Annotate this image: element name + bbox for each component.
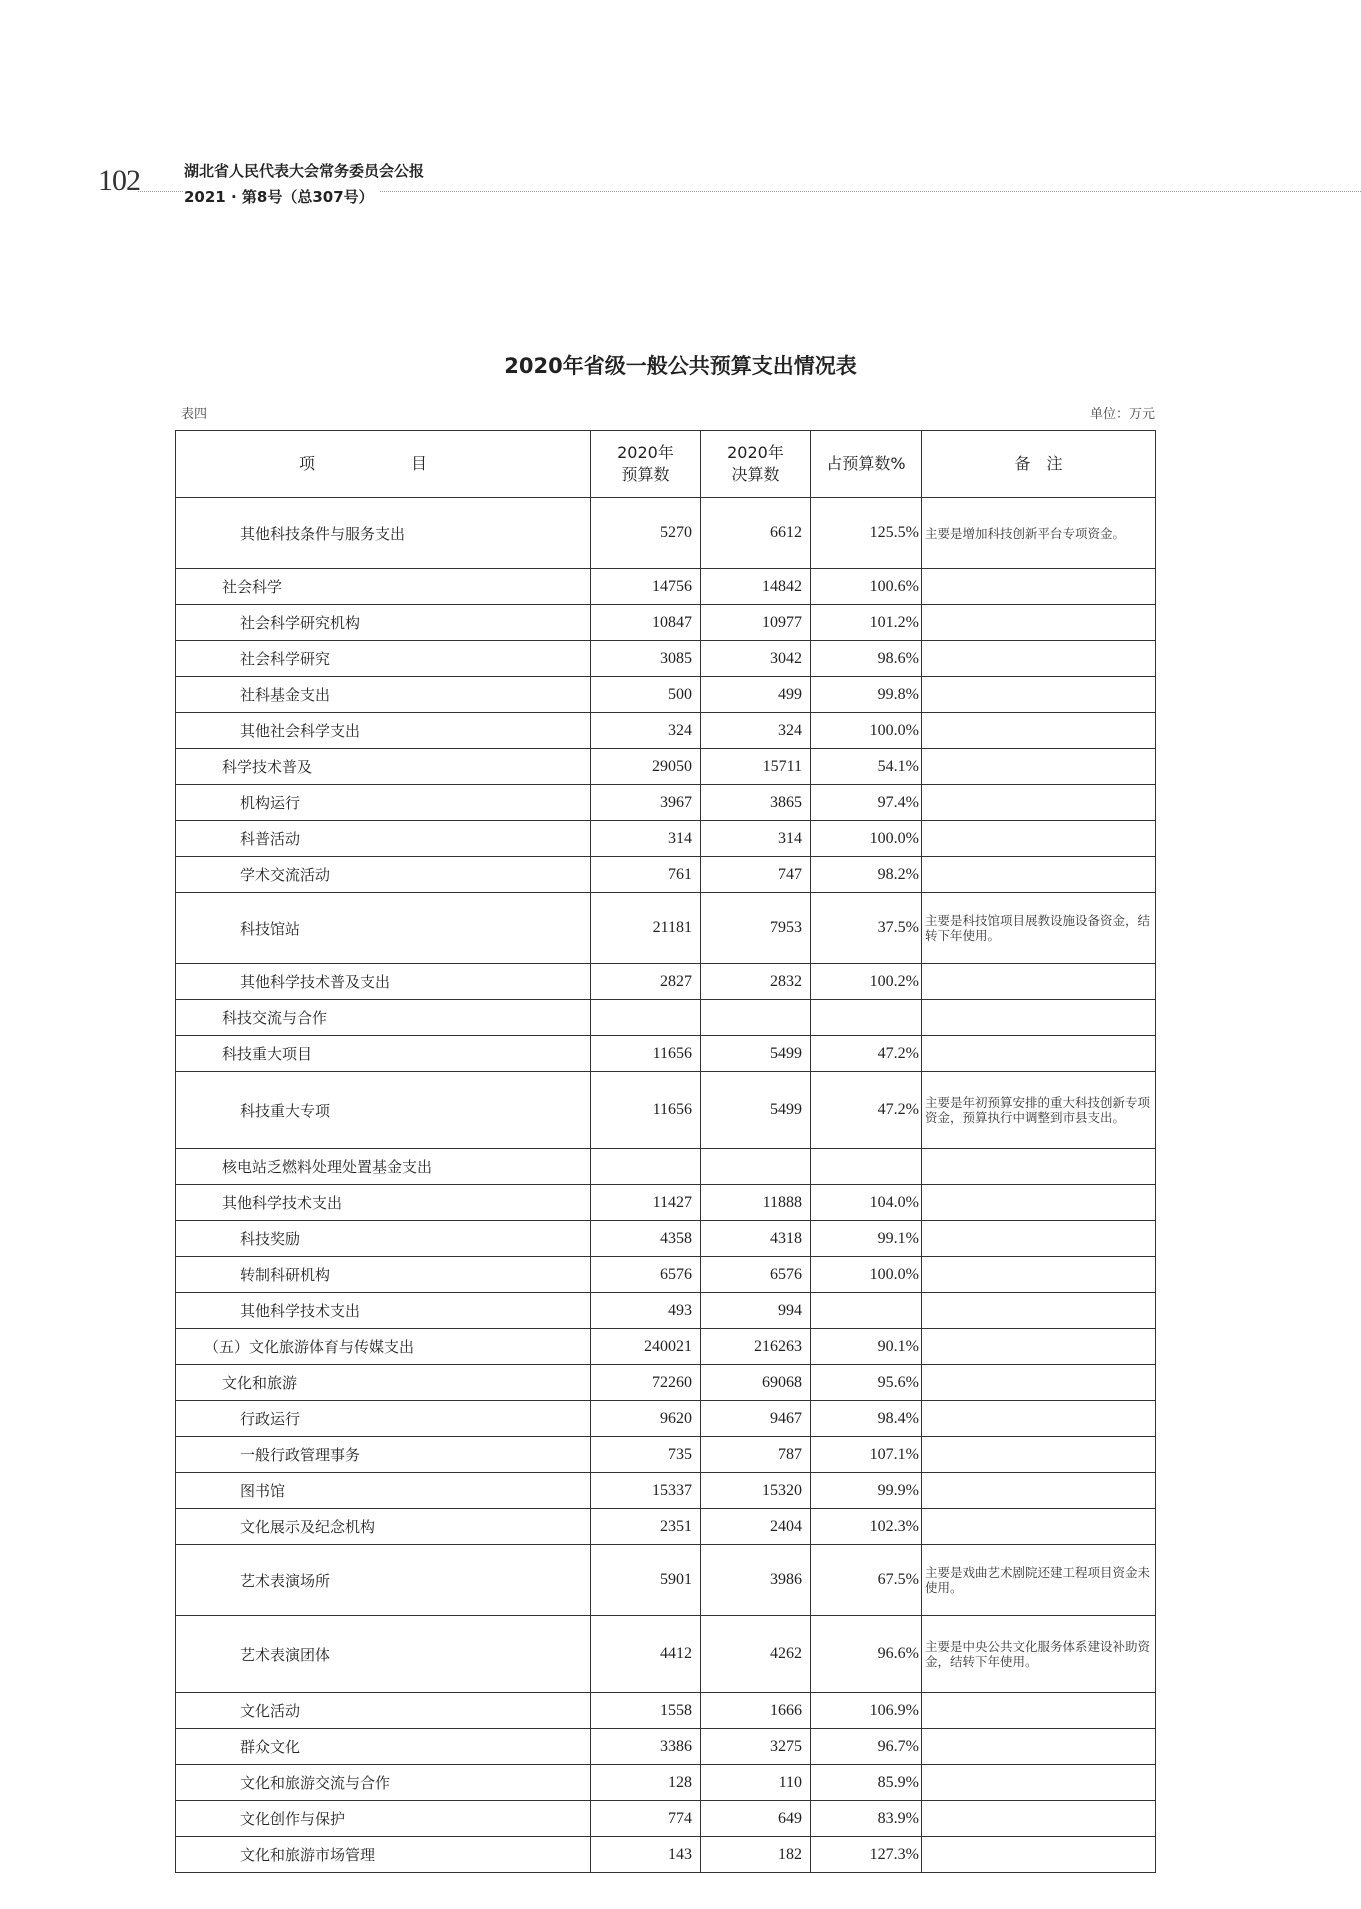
row-pct-value: 95.6% — [811, 1365, 922, 1401]
row-pct-value: 102.3% — [811, 1509, 922, 1545]
row-final-value: 15711 — [701, 749, 811, 785]
row-budget-value: 761 — [591, 857, 701, 893]
row-pct-value — [811, 1000, 922, 1036]
table-row — [176, 1257, 1156, 1293]
row-budget-value: 9620 — [591, 1401, 701, 1437]
row-item-name: 文化和旅游交流与合作 — [176, 1765, 591, 1801]
row-budget-value: 493 — [591, 1293, 701, 1329]
row-final-value: 3042 — [701, 641, 811, 677]
row-note: 主要是增加科技创新平台专项资金。 — [922, 498, 1156, 569]
table-header-row — [176, 431, 1156, 498]
row-item-name: 行政运行 — [176, 1401, 591, 1437]
table-row — [176, 1509, 1156, 1545]
row-budget-value: 3085 — [591, 641, 701, 677]
row-final-value: 1666 — [701, 1693, 811, 1729]
table-row — [176, 1693, 1156, 1729]
row-final-value: 3986 — [701, 1545, 811, 1616]
row-budget-value: 11656 — [591, 1036, 701, 1072]
table-row — [176, 785, 1156, 821]
table-row — [176, 1801, 1156, 1837]
row-note — [922, 1837, 1156, 1873]
row-note — [922, 1401, 1156, 1437]
row-note — [922, 857, 1156, 893]
row-budget-value: 10847 — [591, 605, 701, 641]
row-budget-value: 5901 — [591, 1545, 701, 1616]
row-note — [922, 964, 1156, 1000]
row-pct-value: 125.5% — [811, 498, 922, 569]
row-pct-value: 99.9% — [811, 1473, 922, 1509]
row-item-name: 一般行政管理事务 — [176, 1437, 591, 1473]
row-pct-value: 47.2% — [811, 1072, 922, 1149]
row-budget-value: 143 — [591, 1837, 701, 1873]
table-row — [176, 1329, 1156, 1365]
row-item-name: 文化和旅游市场管理 — [176, 1837, 591, 1873]
row-final-value: 499 — [701, 677, 811, 713]
row-note — [922, 821, 1156, 857]
column-header-item: 项 目 — [176, 431, 591, 498]
row-budget-value: 11427 — [591, 1185, 701, 1221]
row-note — [922, 1729, 1156, 1765]
row-pct-value: 98.4% — [811, 1401, 922, 1437]
column-header-note: 备 注 — [922, 431, 1156, 498]
row-note — [922, 1509, 1156, 1545]
row-pct-value: 107.1% — [811, 1437, 922, 1473]
row-note: 主要是科技馆项目展教设施设备资金，结转下年使用。 — [922, 893, 1156, 964]
row-final-value: 6576 — [701, 1257, 811, 1293]
row-budget-value: 3967 — [591, 785, 701, 821]
table-row — [176, 857, 1156, 893]
row-final-value: 3275 — [701, 1729, 811, 1765]
row-budget-value: 774 — [591, 1801, 701, 1837]
row-item-name: 其他科学技术支出 — [176, 1185, 591, 1221]
issue-label: 2021 · 第8号（总307号） — [184, 186, 380, 207]
row-pct-value: 101.2% — [811, 605, 922, 641]
table-row — [176, 605, 1156, 641]
table-row — [176, 1365, 1156, 1401]
row-item-name: 社会科学研究机构 — [176, 605, 591, 641]
row-final-value: 2832 — [701, 964, 811, 1000]
row-note — [922, 749, 1156, 785]
row-pct-value: 67.5% — [811, 1545, 922, 1616]
row-budget-value: 72260 — [591, 1365, 701, 1401]
row-pct-value: 98.6% — [811, 641, 922, 677]
row-final-value: 787 — [701, 1437, 811, 1473]
table-row — [176, 749, 1156, 785]
row-pct-value: 106.9% — [811, 1693, 922, 1729]
row-budget-value: 2351 — [591, 1509, 701, 1545]
row-final-value: 9467 — [701, 1401, 811, 1437]
row-pct-value: 100.0% — [811, 713, 922, 749]
row-item-name: 社会科学研究 — [176, 641, 591, 677]
row-item-name: 其他社会科学支出 — [176, 713, 591, 749]
row-pct-value: 47.2% — [811, 1036, 922, 1072]
row-final-value: 994 — [701, 1293, 811, 1329]
row-note — [922, 1221, 1156, 1257]
row-pct-value: 104.0% — [811, 1185, 922, 1221]
row-budget-value: 324 — [591, 713, 701, 749]
row-final-value — [701, 1000, 811, 1036]
row-note — [922, 1149, 1156, 1185]
row-item-name: 科普活动 — [176, 821, 591, 857]
row-note — [922, 1185, 1156, 1221]
row-pct-value: 96.7% — [811, 1729, 922, 1765]
row-note — [922, 1801, 1156, 1837]
row-pct-value: 83.9% — [811, 1801, 922, 1837]
row-budget-value: 2827 — [591, 964, 701, 1000]
row-item-name: 科技重大项目 — [176, 1036, 591, 1072]
row-item-name: 图书馆 — [176, 1473, 591, 1509]
row-item-name: 机构运行 — [176, 785, 591, 821]
row-item-name: 学术交流活动 — [176, 857, 591, 893]
row-note — [922, 713, 1156, 749]
unit-label: 单位：万元 — [1089, 407, 1155, 422]
row-pct-value: 96.6% — [811, 1616, 922, 1693]
table-row — [176, 964, 1156, 1000]
row-item-name: 文化创作与保护 — [176, 1801, 591, 1837]
row-item-name: 科技交流与合作 — [176, 1000, 591, 1036]
row-item-name: 艺术表演场所 — [176, 1545, 591, 1616]
row-pct-value — [811, 1149, 922, 1185]
row-final-value: 3865 — [701, 785, 811, 821]
row-final-value: 11888 — [701, 1185, 811, 1221]
row-final-value: 649 — [701, 1801, 811, 1837]
row-final-value: 4262 — [701, 1616, 811, 1693]
row-final-value: 10977 — [701, 605, 811, 641]
row-budget-value: 14756 — [591, 569, 701, 605]
row-pct-value: 99.1% — [811, 1221, 922, 1257]
table-row — [176, 641, 1156, 677]
table-row — [176, 569, 1156, 605]
row-budget-value: 15337 — [591, 1473, 701, 1509]
table-row — [176, 1072, 1156, 1149]
table-row — [176, 1616, 1156, 1693]
row-item-name: 核电站乏燃料处理处置基金支出 — [176, 1149, 591, 1185]
budget-table — [175, 430, 1156, 1873]
row-budget-value: 6576 — [591, 1257, 701, 1293]
row-final-value: 14842 — [701, 569, 811, 605]
table-row — [176, 1729, 1156, 1765]
table-row — [176, 1293, 1156, 1329]
row-item-name: 其他科学技术支出 — [176, 1293, 591, 1329]
row-pct-value: 37.5% — [811, 893, 922, 964]
table-row — [176, 1837, 1156, 1873]
row-item-name: 转制科研机构 — [176, 1257, 591, 1293]
row-pct-value: 99.8% — [811, 677, 922, 713]
page-number: 102 — [98, 164, 140, 197]
row-item-name: （五）文化旅游体育与传媒支出 — [176, 1329, 591, 1365]
row-item-name: 其他科学技术普及支出 — [176, 964, 591, 1000]
row-item-name: 科学技术普及 — [176, 749, 591, 785]
table-row — [176, 821, 1156, 857]
row-note — [922, 605, 1156, 641]
row-note — [922, 1365, 1156, 1401]
row-budget-value: 240021 — [591, 1329, 701, 1365]
row-pct-value: 100.0% — [811, 1257, 922, 1293]
row-note — [922, 1473, 1156, 1509]
row-note — [922, 1036, 1156, 1072]
row-item-name: 艺术表演团体 — [176, 1616, 591, 1693]
row-pct-value: 54.1% — [811, 749, 922, 785]
row-pct-value: 85.9% — [811, 1765, 922, 1801]
row-final-value: 6612 — [701, 498, 811, 569]
row-item-name: 科技重大专项 — [176, 1072, 591, 1149]
row-budget-value: 11656 — [591, 1072, 701, 1149]
row-final-value: 182 — [701, 1837, 811, 1873]
row-budget-value: 29050 — [591, 749, 701, 785]
row-final-value: 15320 — [701, 1473, 811, 1509]
row-budget-value: 1558 — [591, 1693, 701, 1729]
row-budget-value: 128 — [591, 1765, 701, 1801]
document-title: 2020年省级一般公共预算支出情况表 — [504, 354, 857, 378]
row-budget-value: 314 — [591, 821, 701, 857]
row-final-value: 324 — [701, 713, 811, 749]
row-note: 主要是戏曲艺术剧院还建工程项目资金未使用。 — [922, 1545, 1156, 1616]
table-row — [176, 1185, 1156, 1221]
table-row — [176, 1149, 1156, 1185]
row-note — [922, 641, 1156, 677]
table-row — [176, 1036, 1156, 1072]
row-item-name: 文化展示及纪念机构 — [176, 1509, 591, 1545]
row-pct-value: 98.2% — [811, 857, 922, 893]
row-final-value: 5499 — [701, 1036, 811, 1072]
row-budget-value: 500 — [591, 677, 701, 713]
row-budget-value — [591, 1149, 701, 1185]
page-header — [98, 158, 1361, 208]
row-note — [922, 1765, 1156, 1801]
row-final-value: 7953 — [701, 893, 811, 964]
row-note — [922, 785, 1156, 821]
table-row — [176, 893, 1156, 964]
row-final-value: 314 — [701, 821, 811, 857]
row-pct-value — [811, 1293, 922, 1329]
table-row — [176, 677, 1156, 713]
table-row — [176, 498, 1156, 569]
row-note — [922, 1693, 1156, 1729]
row-pct-value: 100.0% — [811, 821, 922, 857]
table-body — [176, 498, 1156, 1873]
row-pct-value: 100.6% — [811, 569, 922, 605]
row-note — [922, 1293, 1156, 1329]
row-item-name: 文化活动 — [176, 1693, 591, 1729]
row-final-value: 4318 — [701, 1221, 811, 1257]
table-row — [176, 1437, 1156, 1473]
row-budget-value: 5270 — [591, 498, 701, 569]
row-final-value: 110 — [701, 1765, 811, 1801]
row-note — [922, 1257, 1156, 1293]
row-final-value: 5499 — [701, 1072, 811, 1149]
row-final-value: 2404 — [701, 1509, 811, 1545]
row-budget-value: 4358 — [591, 1221, 701, 1257]
row-note — [922, 1329, 1156, 1365]
row-item-name: 群众文化 — [176, 1729, 591, 1765]
row-note: 主要是年初预算安排的重大科技创新专项资金，预算执行中调整到市县支出。 — [922, 1072, 1156, 1149]
column-header-pct: 占预算数% — [811, 431, 922, 498]
table-label: 表四 — [181, 407, 208, 422]
row-budget-value: 3386 — [591, 1729, 701, 1765]
row-final-value — [701, 1149, 811, 1185]
row-note — [922, 1000, 1156, 1036]
row-final-value: 69068 — [701, 1365, 811, 1401]
row-item-name: 科技奖励 — [176, 1221, 591, 1257]
table-row — [176, 1473, 1156, 1509]
table-row — [176, 1401, 1156, 1437]
row-item-name: 社科基金支出 — [176, 677, 591, 713]
row-note — [922, 677, 1156, 713]
row-note — [922, 569, 1156, 605]
table-row — [176, 1765, 1156, 1801]
row-final-value: 216263 — [701, 1329, 811, 1365]
row-final-value: 747 — [701, 857, 811, 893]
row-pct-value: 97.4% — [811, 785, 922, 821]
table-row — [176, 1221, 1156, 1257]
journal-title: 湖北省人民代表大会常务委员会公报 — [184, 160, 430, 181]
row-pct-value: 100.2% — [811, 964, 922, 1000]
row-budget-value: 4412 — [591, 1616, 701, 1693]
row-budget-value: 21181 — [591, 893, 701, 964]
row-pct-value: 127.3% — [811, 1837, 922, 1873]
row-pct-value: 90.1% — [811, 1329, 922, 1365]
row-budget-value: 735 — [591, 1437, 701, 1473]
table-row — [176, 1545, 1156, 1616]
table-row — [176, 1000, 1156, 1036]
row-item-name: 文化和旅游 — [176, 1365, 591, 1401]
column-header-final: 2020年 决算数 — [701, 431, 811, 498]
row-item-name: 科技馆站 — [176, 893, 591, 964]
row-item-name: 其他科技条件与服务支出 — [176, 498, 591, 569]
row-note — [922, 1437, 1156, 1473]
row-note: 主要是中央公共文化服务体系建设补助资金，结转下年使用。 — [922, 1616, 1156, 1693]
column-header-budget: 2020年 预算数 — [591, 431, 701, 498]
row-budget-value — [591, 1000, 701, 1036]
row-item-name: 社会科学 — [176, 569, 591, 605]
table-row — [176, 713, 1156, 749]
